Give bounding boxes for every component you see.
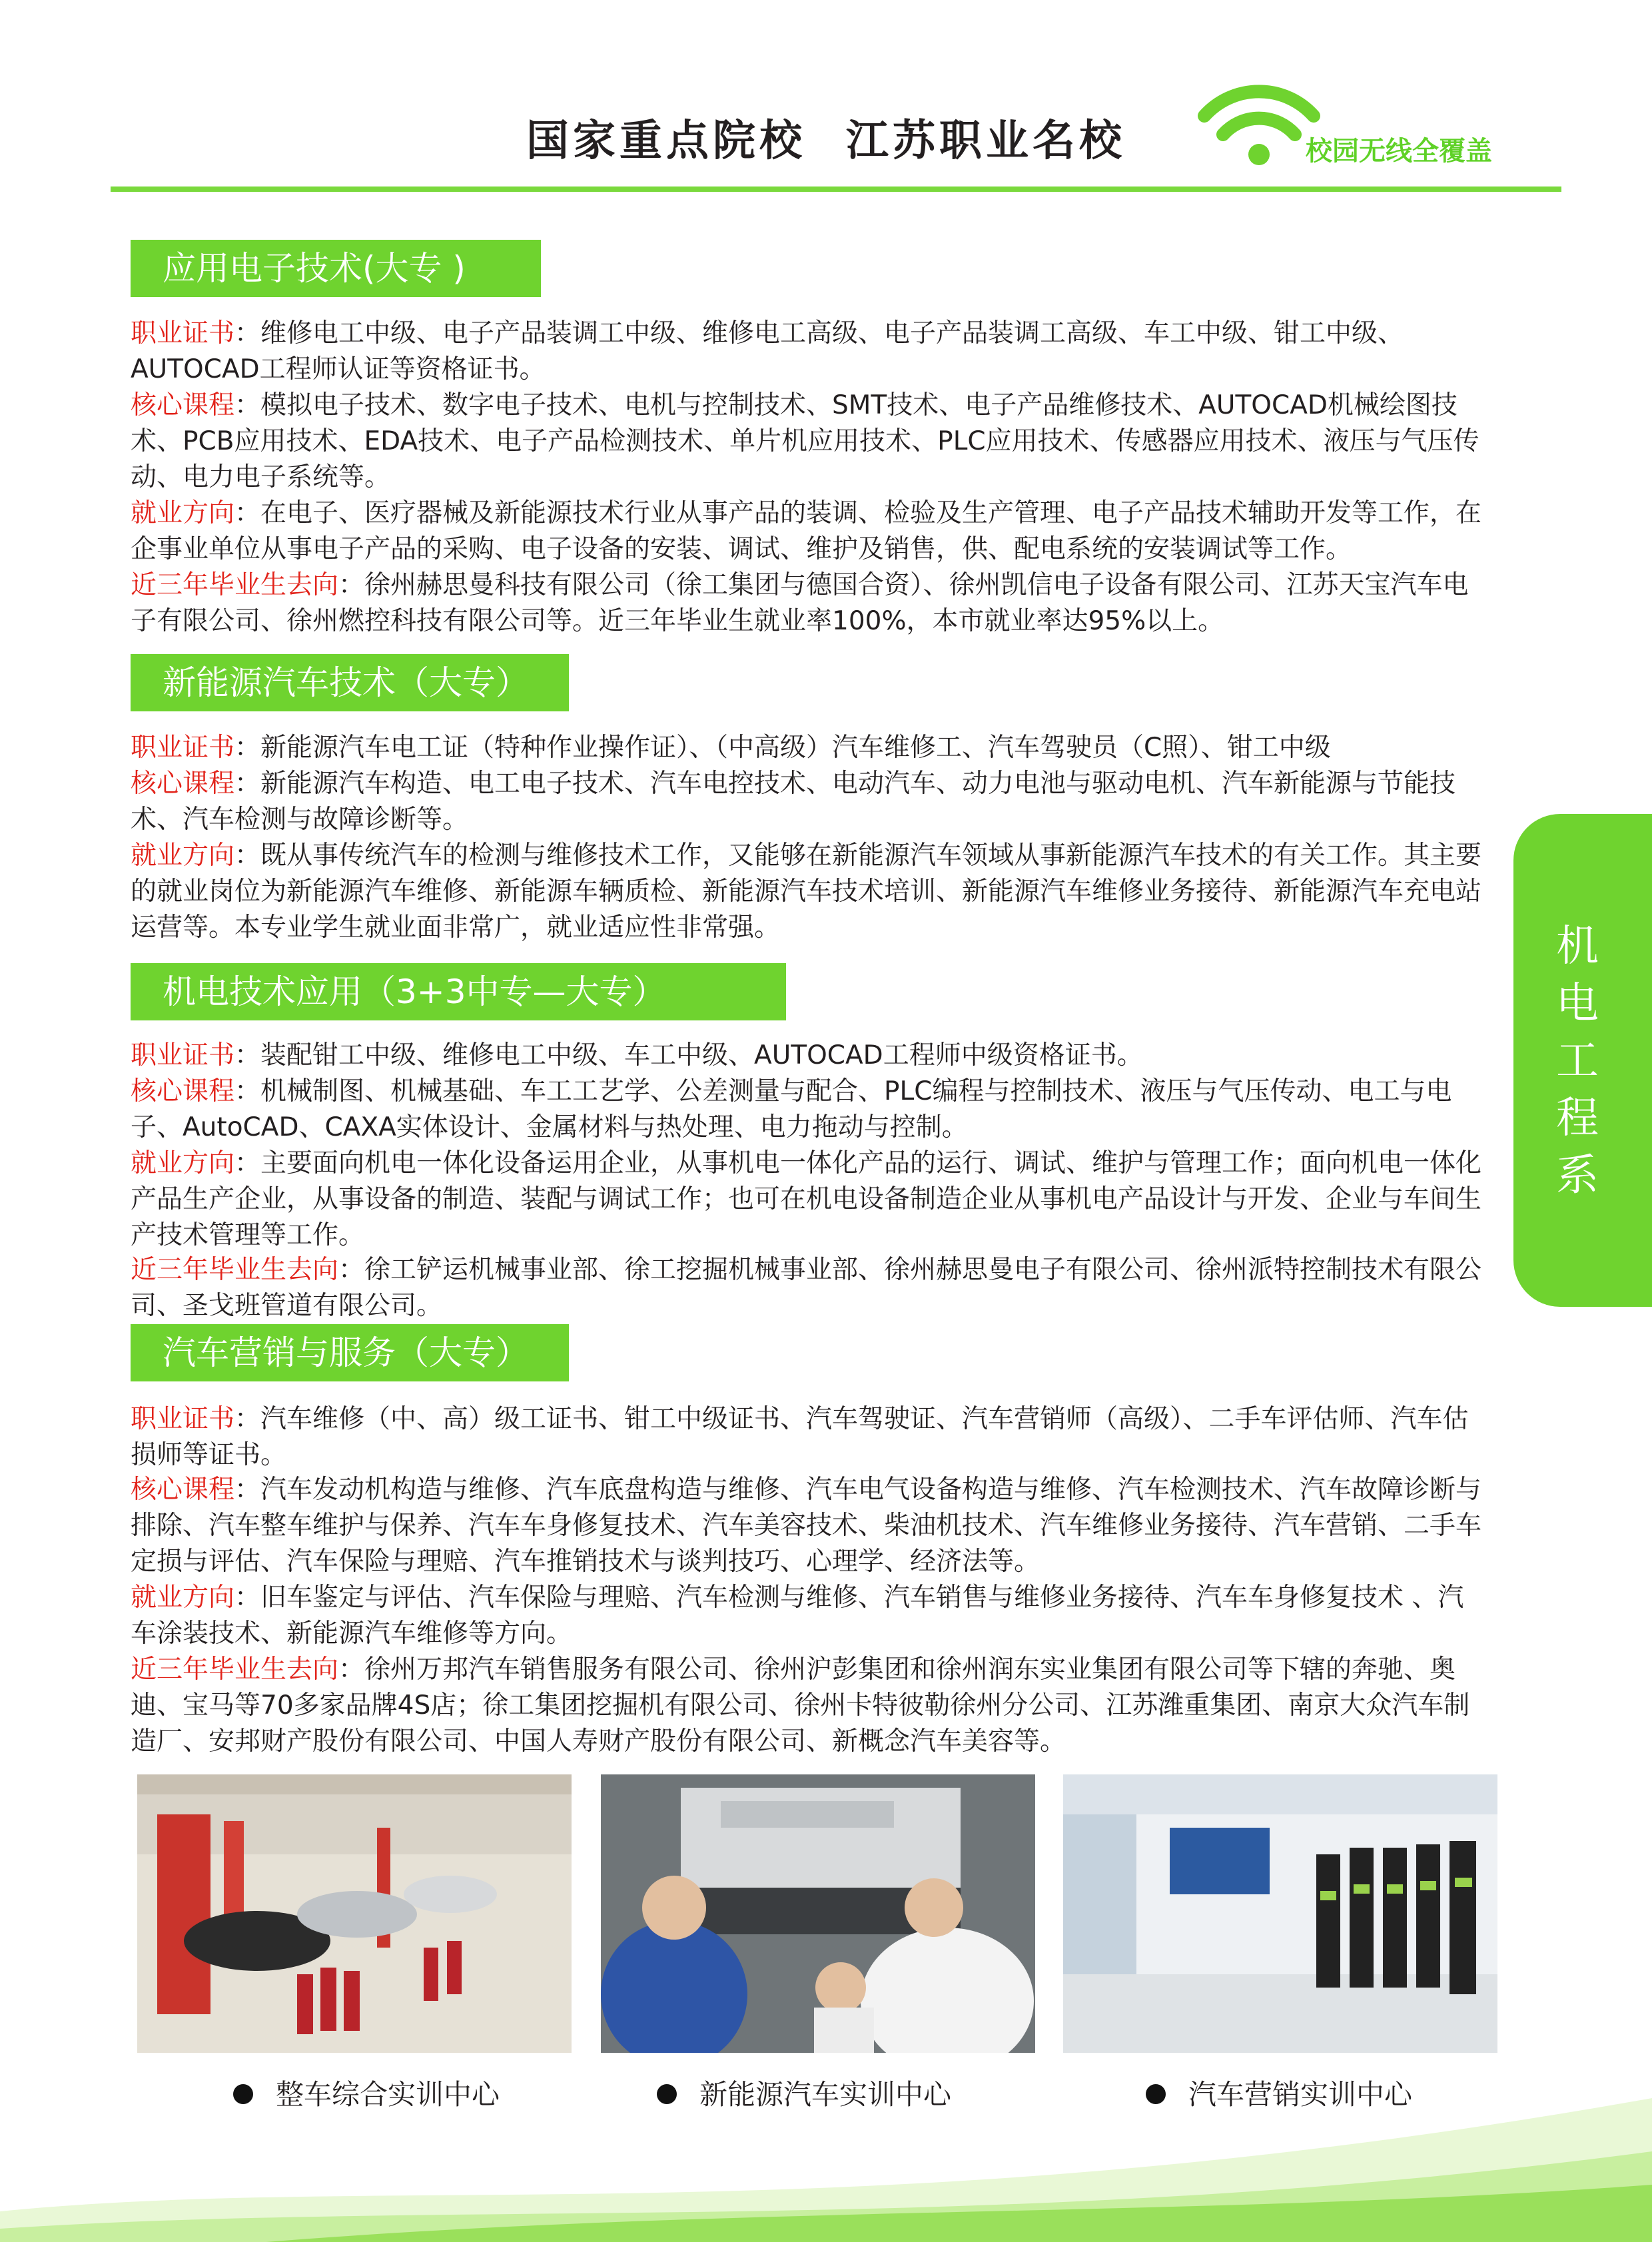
label-employment: 就业方向 xyxy=(131,498,235,528)
department-side-tab xyxy=(1513,814,1652,1307)
label-courses: 核心课程 xyxy=(131,1076,235,1106)
label-employment: 就业方向 xyxy=(131,841,235,871)
section-title-auto-marketing: 汽车营销与服务（大专） xyxy=(131,1324,569,1381)
section-3-employment: 就业方向：主要面向机电一体化设备运用企业，从事机电一体化产品的运行、调试、维护与管理工作；面向机电一体化产品生产企业，从事设备的制造、装配与调试工作；也可在机电设备制造企业从事机电产品设计与开发、企业与车间生产技术管理等工作。 xyxy=(131,1148,1482,1250)
bullet-icon xyxy=(657,2084,677,2104)
caption-new-energy-training-center: 新能源汽车实训中心 xyxy=(657,2073,951,2113)
bullet-icon xyxy=(1146,2084,1166,2104)
photo-vehicle-training-center xyxy=(137,1774,572,2053)
label-graduates: 近三年毕业生去向 xyxy=(131,1255,339,1285)
label-employment: 就业方向 xyxy=(131,1148,235,1178)
section-title-applied-electronics: 应用电子技术(大专 ) xyxy=(131,240,541,297)
label-employment: 就业方向 xyxy=(131,1583,235,1613)
section-1-courses: 核心课程：模拟电子技术、数字电子技术、电机与控制技术、SMT技术、电子产品维修技术、AUTOCAD机械绘图技术、PCB应用技术、EDA技术、电子产品检测技术、单片机应用技术、PLC应用技术、传感器应用技术、液压与气压传动、电力电子系统等。 xyxy=(131,390,1479,492)
section-3-graduates: 近三年毕业生去向：徐工铲运机械事业部、徐工挖掘机械事业部、徐州赫思曼电子有限公司、徐州派特控制技术有限公司、圣戈班管道有限公司。 xyxy=(131,1255,1482,1321)
section-title-mechatronics: 机电技术应用（3+3中专—大专） xyxy=(131,963,786,1020)
wifi-coverage-text: 校园无线全覆盖 xyxy=(1306,136,1492,167)
label-courses: 核心课程 xyxy=(131,769,235,799)
section-1-certificates: 职业证书：维修电工中级、电子产品装调工中级、维修电工高级、电子产品装调工高级、车工中级、钳工中级、AUTOCAD工程师认证等资格证书。 xyxy=(131,318,1404,384)
section-4-courses: 核心课程：汽车发动机构造与维修、汽车底盘构造与维修、汽车电气设备构造与维修、汽车检测技术、汽车故障诊断与排除、汽车整车维护与保养、汽车车身修复技术、汽车美容技术、柴油机技术、汽车维修业务接待、汽车营销、二手车定损与评估、汽车保险与理赔、汽车推销技术与谈判技巧、心理学、经济法等。 xyxy=(131,1475,1482,1577)
caption-marketing-training-center: 汽车营销实训中心 xyxy=(1146,2073,1412,2113)
label-courses: 核心课程 xyxy=(131,1475,235,1505)
section-4-certificates: 职业证书：汽车维修（中、高）级工证书、钳工中级证书、汽车驾驶证、汽车营销师（高级）、二手车评估师、汽车估损师等证书。 xyxy=(131,1404,1469,1470)
section-3-courses: 核心课程：机械制图、机械基础、车工工艺学、公差测量与配合、PLC编程与控制技术、液压与气压传动、电工与电子、AutoCAD、CAXA实体设计、金属材料与热处理、电力拖动与控制。 xyxy=(131,1076,1452,1142)
title-left: 国家重点院校 xyxy=(526,117,806,166)
department-name: 机电工程系 xyxy=(1556,922,1599,1200)
section-2-courses: 核心课程：新能源汽车构造、电工电子技术、汽车电控技术、电动汽车、动力电池与驱动电机、汽车新能源与节能技术、汽车检测与故障诊断等。 xyxy=(131,769,1456,835)
label-courses: 核心课程 xyxy=(131,390,235,420)
bullet-icon xyxy=(233,2084,253,2104)
section-1-graduates: 近三年毕业生去向：徐州赫思曼科技有限公司（徐工集团与德国合资）、徐州凯信电子设备有限公司、江苏天宝汽车电子有限公司、徐州燃控科技有限公司等。近三年毕业生就业率100%，本市就业率达95%以上。 xyxy=(131,570,1469,636)
label-certificates: 职业证书 xyxy=(131,1040,235,1070)
label-certificates: 职业证书 xyxy=(131,733,235,763)
label-certificates: 职业证书 xyxy=(131,318,235,348)
label-graduates: 近三年毕业生去向 xyxy=(131,1655,339,1684)
section-4-graduates: 近三年毕业生去向：徐州万邦汽车销售服务有限公司、徐州沪彭集团和徐州润东实业集团有限公司等下辖的奔驰、奥迪、宝马等70多家品牌4S店；徐工集团挖掘机有限公司、徐州卡特彼勒徐州分公司、江苏潍重集团、南京大众汽车制造厂、安邦财产股份有限公司、中国人寿财产股份有限公司、新概念汽车美容等。 xyxy=(131,1655,1470,1756)
section-3-certificates: 职业证书：装配钳工中级、维修电工中级、车工中级、AUTOCAD工程师中级资格证书。 xyxy=(131,1040,1143,1070)
photo-new-energy-training-center xyxy=(601,1774,1035,2053)
section-2-certificates: 职业证书：新能源汽车电工证（特种作业操作证）、（中高级）汽车维修工、汽车驾驶员（C照）、钳工中级 xyxy=(131,733,1331,763)
label-certificates: 职业证书 xyxy=(131,1404,235,1434)
section-2-employment: 就业方向：既从事传统汽车的检测与维修技术工作，又能够在新能源汽车领域从事新能源汽车技术的有关工作。其主要的就业岗位为新能源汽车维修、新能源车辆质检、新能源汽车技术培训、新能源汽车维修业务接待、新能源汽车充电站运营等。本专业学生就业面非常广，就业适应性非常强。 xyxy=(131,841,1482,942)
section-4-employment: 就业方向：旧车鉴定与评估、汽车保险与理赔、汽车检测与维修、汽车销售与维修业务接待、汽车车身修复技术 、汽车涂装技术、新能源汽车维修等方向。 xyxy=(131,1583,1464,1649)
header-divider xyxy=(111,187,1561,192)
title-right: 江苏职业名校 xyxy=(846,117,1126,166)
label-graduates: 近三年毕业生去向 xyxy=(131,570,339,600)
photo-marketing-training-center xyxy=(1063,1774,1497,2053)
caption-vehicle-training-center: 整车综合实训中心 xyxy=(233,2073,500,2113)
section-title-new-energy-vehicle: 新能源汽车技术（大专） xyxy=(131,654,569,711)
section-1-employment: 就业方向：在电子、医疗器械及新能源技术行业从事产品的装调、检验及生产管理、电子产品技术辅助开发等工作，在企事业单位从事电子产品的采购、电子设备的安装、调试、维护及销售，供、配电系统的安装调试等工作。 xyxy=(131,498,1482,564)
